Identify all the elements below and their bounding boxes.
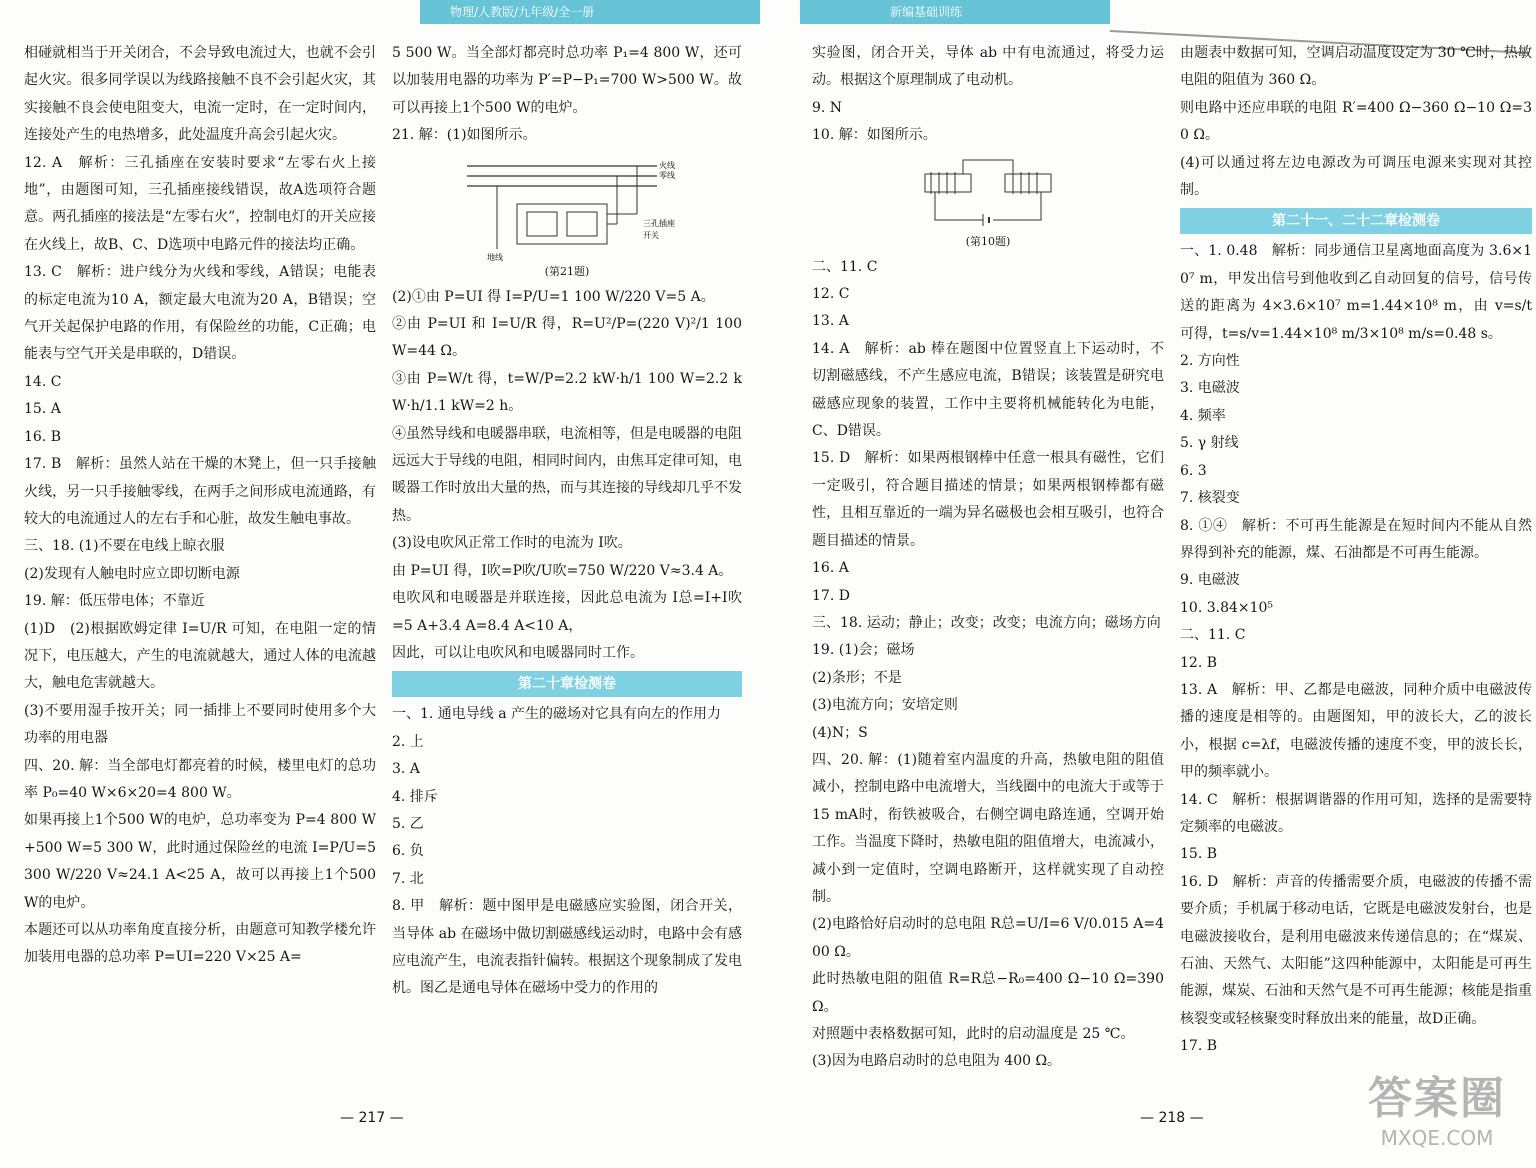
answer-line: 此时热敏电阻的阻值 R=R总−R₀=400 Ω−10 Ω=390 Ω。 bbox=[812, 971, 1164, 1015]
watermark-logo bbox=[1352, 1072, 1522, 1162]
column-3 bbox=[812, 40, 1164, 1076]
column-1 bbox=[24, 40, 376, 972]
answer-line: 19. 解：低压带电体；不靠近 bbox=[24, 593, 205, 610]
answer-line: 对照题中表格数据可知，此时的启动温度是 25 ℃。 bbox=[812, 1026, 1135, 1042]
answer-line: 3. A bbox=[392, 761, 420, 778]
answer-line: 电吹风和电暖器是并联连接，因此总电流为 I总=I+I吹=5 A+3.4 A=8.4 A<10 A， bbox=[392, 590, 742, 634]
header-band-right bbox=[800, 0, 1110, 24]
answer-line: 5. γ 射线 bbox=[1180, 435, 1239, 452]
figure-21 bbox=[392, 154, 742, 280]
answer-line: 13. A 解析：甲、乙都是电磁波，同种介质中电磁波传播的速度是相等的。由题图知，甲的波长大，乙的波长小，根据 c=λf，电磁波传播的速度不变，甲的波长长，甲的频率就小。 bbox=[1180, 681, 1532, 781]
answer-line: 10. 解：如图所示。 bbox=[812, 127, 937, 144]
figure-21-caption: (第21题) bbox=[544, 264, 590, 278]
answer-line: 一、1. 0.48 解析：同步通信卫星离地面高度为 3.6×10⁷ m，甲发出信号到他收到乙自动回复的信号，信号传送的距离为 4×3.6×10⁷ m=1.44×10⁸ m，由 v=s/t 可得，t=s/v=1.44×10⁸ m/3×10⁸ m/s=0.48 s。 bbox=[1180, 243, 1532, 342]
answer-line: 由题表中数据可知，空调启动温度设定为 30 ℃时，热敏电阻的阻值为 360 Ω。 bbox=[1180, 45, 1532, 89]
answer-line: 7. 核裂变 bbox=[1180, 490, 1240, 507]
page-number-right: — 218 — bbox=[1140, 1110, 1204, 1126]
answer-line: 2. 上 bbox=[392, 733, 424, 750]
electromagnet-diagram-10 bbox=[913, 154, 1063, 234]
answer-line: 21. 解：(1)如图所示。 bbox=[392, 127, 537, 144]
label-neutral-wire: 零线 bbox=[659, 170, 675, 180]
answer-line: 16. B bbox=[24, 428, 62, 445]
answer-line: 4. 频率 bbox=[1180, 407, 1226, 424]
answer-line: 四、20. 解：(1)随着室内温度的升高，热敏电阻的阻值减小，控制电路中电流增大，当线圈中的电流大于或等于15 mA时，衔铁被吸合，右侧空调电路连通，空调开始工作。当温度下降时，热敏电阻的阻值增大，电流减小，减小到一定值时，空调电路断开，这样就实现了自动控制。 bbox=[812, 751, 1164, 905]
answer-line: 相碰就相当于开关闭合，不会导致电流过大，也就不会引起火灾。很多同学误以为线路接触不良不会引起火灾，其实接触不良会使电阻变大，电流一定时，在一定时间内，连接处产生的电热增多，此处温度升高会引起火灾。 bbox=[24, 45, 376, 144]
answer-line: 三、18. (1)不要在电线上晾衣服 bbox=[24, 538, 225, 555]
section-banner-ch21-22: 第二十一、二十二章检测卷 bbox=[1180, 208, 1532, 234]
answer-line: ②由 P=UI 和 I=U/R 得，R=U²/P=(220 V)²/1 100 W=44 Ω。 bbox=[392, 316, 742, 360]
answer-line: 8. ①④ 解析：不可再生能源是在短时间内不能从自然界得到补充的能源，煤、石油都是不可再生能源。 bbox=[1180, 517, 1532, 561]
answer-line: 二、11. C bbox=[1180, 627, 1246, 644]
answer-line: 16. D 解析：声音的传播需要介质，电磁波的传播不需要介质；手机属于移动电话，它既是电磁波发射台，也是电磁波接收台，是利用电磁波来传递信息的；在“煤炭、石油、天然气、太阳能”这四种能源中，太阳能是可再生能源，煤炭、石油和天然气是不可再生能源；核能是指重核裂变或轻核聚变时释放出来的能量，故D正确。 bbox=[1180, 873, 1532, 1027]
answer-line: 17. B 解析：虽然人站在干燥的木凳上，但一只手接触火线，另一只手接触零线，在两手之间形成电流通路，有较大的电流通过人的左右手和心脏，故发生触电事故。 bbox=[24, 456, 376, 527]
label-switch: 开关 bbox=[643, 230, 659, 240]
watermark-url: MXQE.COM bbox=[1380, 1126, 1494, 1150]
answer-line: 实验图，闭合开关，导体 ab 中有电流通过，将受力运动。根据这个原理制成了电动机。 bbox=[812, 45, 1164, 89]
answer-line: (2)条形；不是 bbox=[812, 669, 902, 686]
answer-line: (1)D (2)根据欧姆定律 I=U/R 可知，在电阻一定的情况下，电压越大，产生的电流就越大，通过人体的电流越大，触电危害就越大。 bbox=[24, 620, 376, 692]
answer-line: 12. A 解析：三孔插座在安装时要求“左零右火上接地”，由题图可知，三孔插座接线错误，故A选项符合题意。两孔插座的接法是“左零右火”，控制电灯的开关应接在火线上，故B、C、D选项中电路元件的接法均正确。 bbox=[24, 154, 376, 253]
answer-line: (2)发现有人触电时应立即切断电源 bbox=[24, 565, 240, 582]
answer-line: ④虽然导线和电暖器串联，电流相等，但是电暖器的电阻远远大于导线的电阻，相同时间内，由焦耳定律可知，电暖器工作时放出大量的热，而与其连接的导线却几乎不发热。 bbox=[392, 425, 742, 524]
answer-line: 13. A bbox=[812, 313, 849, 330]
header-left-text: 物理/人教版/九年级/全一册 bbox=[450, 5, 595, 19]
answer-line: 5 500 W。当全部灯都亮时总功率 P₁=4 800 W，还可以加装用电器的功率为 P′=P−P₁=700 W>500 W。故可以再接上1个500 W的电炉。 bbox=[392, 45, 742, 116]
label-ground-wire: 地线 bbox=[487, 252, 503, 262]
answer-line: 5. 乙 bbox=[392, 815, 424, 832]
answer-line: 9. 电磁波 bbox=[1180, 572, 1240, 589]
circuit-diagram-21 bbox=[457, 154, 677, 264]
answer-line: 14. C 解析：根据调谐器的作用可知，选择的是需要特定频率的电磁波。 bbox=[1180, 791, 1532, 835]
answer-line: 16. A bbox=[812, 560, 849, 577]
column-4 bbox=[1180, 40, 1532, 1061]
answer-line: 9. N bbox=[812, 99, 843, 116]
answer-line: (2)电路恰好启动时的总电阻 R总=U/I=6 V/0.015 A=400 Ω。 bbox=[812, 916, 1164, 960]
answer-line: 2. 方向性 bbox=[1180, 353, 1240, 370]
label-socket: 三孔插座 bbox=[643, 218, 675, 228]
answer-line: 一、1. 通电导线 a 产生的磁场对它具有向左的作用力 bbox=[392, 706, 722, 723]
label-live-wire: 火线 bbox=[659, 160, 675, 170]
answer-line: 13. C 解析：进户线分为火线和零线，A错误；电能表的标定电流为10 A，额定最大电流为20 A，B错误；空气开关起保护电路的作用，有保险丝的功能，C正确；电能表与空气开关是串联的，D错误。 bbox=[24, 264, 376, 363]
answer-line: 15. D 解析：如果两根钢棒中任意一根具有磁性，它们一定吸引，符合题目描述的情景；如果两根钢棒都有磁性，且相互靠近的一端为异名磁极也会相互吸引，也符合题目描述的情景。 bbox=[812, 450, 1164, 549]
answer-line: 14. C bbox=[24, 373, 62, 390]
answer-line: 6. 负 bbox=[392, 843, 424, 860]
answer-line: 6. 3 bbox=[1180, 462, 1207, 479]
answer-line: 12. C bbox=[812, 286, 850, 303]
answer-line: 12. B bbox=[1180, 654, 1218, 671]
answer-line: 如果再接上1个500 W的电炉，总功率变为 P=4 800 W+500 W=5 300 W，此时通过保险丝的电流 I=P/U=5 300 W/220 V≈24.1 A<25 A，故可以再接上1个500 W的电炉。 bbox=[24, 812, 376, 911]
figure-10 bbox=[812, 154, 1164, 250]
answer-line: 二、11. C bbox=[812, 258, 878, 275]
column-2 bbox=[392, 40, 742, 1003]
answer-line: (4)N；S bbox=[812, 724, 868, 741]
answer-line: 10. 3.84×10⁵ bbox=[1180, 599, 1274, 616]
answer-line: 7. 北 bbox=[392, 870, 424, 887]
answer-line: 17. D bbox=[812, 587, 850, 604]
answer-line: (3)不要用湿手按开关；同一插排上不要同时使用多个大功率的用电器 bbox=[24, 702, 376, 747]
answer-line: 本题还可以从功率角度直接分析，由题意可知教学楼允许加装用电器的总功率 P=UI=220 V×25 A= bbox=[24, 922, 376, 966]
header-band-left bbox=[420, 0, 760, 24]
answer-line: (3)因为电路启动时的总电阻为 400 Ω。 bbox=[812, 1053, 1062, 1070]
answer-line: (3)设电吹风正常工作时的电流为 I吹。 bbox=[392, 535, 632, 552]
answer-line: 15. B bbox=[1180, 846, 1218, 863]
answer-line: 14. A 解析：ab 棒在题图中位置竖直上下运动时，不切割磁感线，不产生感应电流，B错误；该装置是研究电磁感应现象的装置，工作中主要将机械能转化为电能，C、D错误。 bbox=[812, 340, 1164, 440]
answer-line: 3. 电磁波 bbox=[1180, 380, 1240, 397]
answer-line: (2)①由 P=UI 得 I=P/U=1 100 W/220 V=5 A。 bbox=[392, 288, 715, 305]
answer-line: 则电路中还应串联的电阻 R′=400 Ω−360 Ω−10 Ω=30 Ω。 bbox=[1180, 99, 1532, 144]
answer-line: (4)可以通过将左边电源改为可调压电源来实现对其控制。 bbox=[1180, 154, 1532, 199]
answer-line: (3)电流方向；安培定则 bbox=[812, 697, 958, 714]
answer-line: 8. 甲 解析：题中图甲是电磁感应实验图，闭合开关，当导体 ab 在磁场中做切割磁感线运动时，电路中会有感应电流产生，电流表指针偏转。根据这个现象制成了发电机。图乙是通电导体在磁场中受力的作用的 bbox=[392, 898, 742, 997]
figure-10-caption: (第10题) bbox=[965, 234, 1011, 248]
answer-line: 由 P=UI 得，I吹=P吹/U吹=750 W/220 V≈3.4 A。 bbox=[392, 562, 733, 579]
answer-line: 四、20. 解：当全部电灯都亮着的时候，楼里电灯的总功率 P₀=40 W×6×20=4 800 W。 bbox=[24, 757, 376, 801]
answer-line: 15. A bbox=[24, 401, 61, 418]
answer-line: 因此，可以让电吹风和电暖器同时工作。 bbox=[392, 644, 644, 661]
watermark-text: 答案圈 bbox=[1368, 1073, 1506, 1124]
header-right-text: 新编基础训练 bbox=[890, 5, 963, 19]
answer-line: 4. 排斥 bbox=[392, 788, 438, 805]
page-number-left: — 217 — bbox=[340, 1110, 404, 1126]
answer-line: 17. B bbox=[1180, 1038, 1218, 1055]
answer-line: 三、18. 运动；静止；改变；改变；电流方向；磁场方向 bbox=[812, 614, 1161, 631]
section-banner-ch20: 第二十章检测卷 bbox=[392, 671, 742, 697]
answer-line: ③由 P=W/t 得，t=W/P=2.2 kW·h/1 100 W=2.2 kW·h/1.1 kW=2 h。 bbox=[392, 370, 742, 415]
answer-line: 19. (1)会；磁场 bbox=[812, 642, 915, 659]
